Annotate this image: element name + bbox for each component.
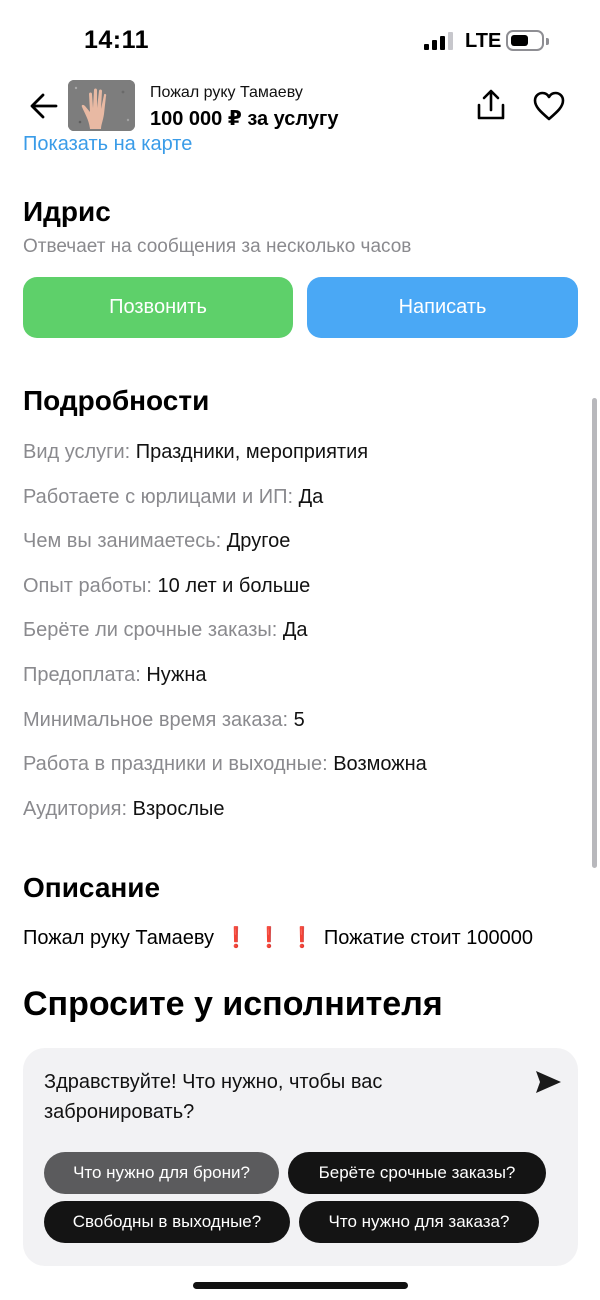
- signal-icon: [424, 32, 454, 50]
- details-title: Подробности: [23, 385, 210, 416]
- quick-reply-chip[interactable]: Что нужно для заказа?: [299, 1201, 539, 1243]
- detail-key: Чем вы занимаетесь:: [23, 530, 222, 553]
- detail-row: [23, 482, 583, 527]
- write-button[interactable]: Написать: [307, 277, 578, 338]
- detail-key: Вид услуги:: [23, 441, 131, 463]
- listing-thumbnail[interactable]: [68, 80, 135, 131]
- seller-response-time: Отвечает на сообщения за несколько часов: [23, 236, 412, 257]
- listing-title: Пожал руку Тамаеву: [150, 84, 303, 101]
- detail-row: [23, 794, 583, 839]
- detail-value: Нужна: [146, 663, 207, 686]
- scrollbar[interactable]: [592, 398, 597, 868]
- details-list: [23, 437, 583, 838]
- detail-row: [23, 615, 583, 660]
- network-type: LTE: [465, 30, 502, 52]
- detail-row: [23, 749, 583, 794]
- battery-icon: [506, 30, 544, 51]
- call-button[interactable]: Позвонить: [23, 277, 293, 338]
- status-bar: [0, 0, 600, 80]
- detail-key: Берёте ли срочные заказы:: [23, 619, 278, 642]
- detail-value: Возможна: [333, 753, 427, 776]
- quick-reply-chip[interactable]: Берёте срочные заказы?: [288, 1152, 546, 1194]
- detail-row: [23, 660, 583, 705]
- quick-reply-chip[interactable]: Что нужно для брони?: [44, 1152, 279, 1194]
- detail-value: 10 лет и больше: [157, 574, 311, 597]
- quick-reply-chip[interactable]: Свободны в выходные?: [44, 1201, 290, 1243]
- heart-icon: [532, 90, 566, 122]
- listing-header: [0, 78, 600, 134]
- detail-value: Да: [282, 619, 308, 642]
- quick-message-card: [23, 1048, 578, 1266]
- send-button[interactable]: [533, 1068, 563, 1096]
- description-text: [23, 925, 533, 950]
- description-text-start: Пожал руку Тамаеву: [23, 927, 215, 949]
- detail-value: Взрослые: [132, 797, 225, 820]
- message-input[interactable]: Здравствуйте! Что нужно, чтобы вас забронировать?: [44, 1071, 383, 1123]
- detail-key: Работа в праздники и выходные:: [23, 753, 328, 776]
- detail-value: Другое: [226, 530, 291, 553]
- exclamation-icon: ❗: [289, 927, 315, 949]
- exclamation-icon: ❗: [256, 927, 282, 949]
- detail-row: [23, 571, 583, 616]
- show-on-map-link[interactable]: Показать на карте: [23, 133, 193, 155]
- description-text-end: Пожатие стоит 100000: [323, 927, 533, 949]
- detail-value: Праздники, мероприятия: [135, 441, 369, 463]
- arrow-left-icon: [28, 92, 60, 120]
- share-button[interactable]: [476, 88, 506, 122]
- status-time: 14:11: [84, 26, 150, 54]
- seller-name: Идрис: [23, 196, 111, 227]
- listing-price: 100 000 ₽ за услугу: [150, 108, 339, 130]
- ask-title: Спросите у исполнителя: [23, 985, 443, 1023]
- back-button[interactable]: [28, 92, 60, 120]
- detail-key: Предоплата:: [23, 663, 141, 686]
- description-title: Описание: [23, 872, 161, 903]
- detail-value: 5: [293, 708, 305, 731]
- detail-key: Опыт работы:: [23, 574, 152, 597]
- favorite-button[interactable]: [532, 90, 566, 122]
- home-indicator[interactable]: [193, 1282, 408, 1289]
- detail-key: Аудитория:: [23, 797, 128, 820]
- share-icon: [476, 88, 506, 122]
- detail-key: Работаете с юрлицами и ИП:: [23, 485, 293, 508]
- detail-key: Минимальное время заказа:: [23, 708, 289, 731]
- detail-row: [23, 437, 583, 482]
- exclamation-icon: ❗: [223, 927, 249, 949]
- detail-value: Да: [298, 485, 324, 508]
- detail-row: [23, 705, 583, 750]
- detail-row: [23, 526, 583, 571]
- send-icon: [533, 1068, 563, 1096]
